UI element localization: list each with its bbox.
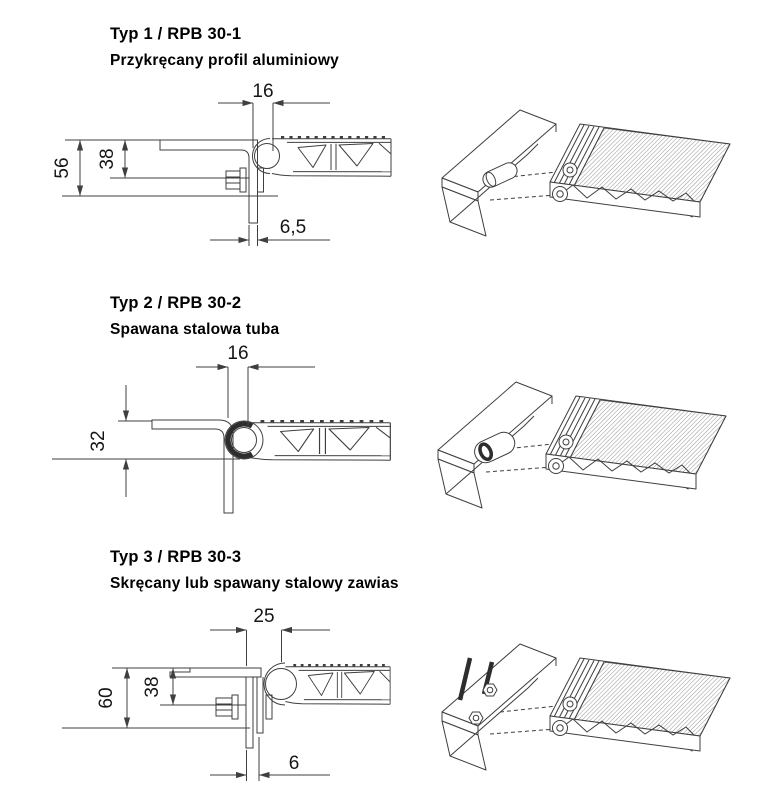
typ2-tube: [225, 421, 263, 459]
typ1-dim-bolt-height: 38: [97, 148, 118, 170]
typ2-angle-bracket: [152, 420, 233, 513]
typ3-cross-section-drawing: [62, 606, 390, 781]
typ2-title: Typ 2 / RPB 30-2: [110, 294, 242, 312]
typ1-bolt: [226, 168, 264, 192]
typ3-dim-total-height: 60: [96, 687, 117, 709]
typ1-dim-leg-thickness: 6,5: [279, 217, 307, 238]
typ2-dim-pin-offset: 16: [227, 343, 249, 364]
typ1-isometric-view: [442, 110, 730, 236]
typ3-isometric-view: [442, 644, 730, 770]
typ2-cross-section-drawing: [52, 343, 390, 513]
typ3-dim-leg-thickness: 6: [288, 753, 300, 774]
typ1-cross-section-drawing: [52, 81, 391, 246]
typ1-title: Typ 1 / RPB 30-1: [110, 25, 242, 43]
typ2-subtitle: Spawana stalowa tuba: [110, 321, 280, 338]
typ1-dim-pin-offset: 16: [252, 81, 274, 102]
typ3-dim-bolt-height: 38: [142, 676, 163, 698]
typ1-angle-bracket: [160, 140, 258, 223]
typ1-dim-total-height: 56: [52, 157, 73, 179]
typ3-title: Typ 3 / RPB 30-3: [110, 548, 242, 566]
typ3-dimensions: [62, 606, 330, 781]
typ2-dim-total-height: 32: [88, 430, 109, 452]
typ3-bolt: [216, 695, 272, 719]
typ1-dimensions: [52, 81, 330, 246]
typ3-dim-pin-offset: 25: [253, 606, 275, 627]
typ2-isometric-view: [438, 382, 726, 508]
typ3-subtitle: Skręcany lub spawany stalowy zawias: [110, 575, 399, 592]
typ1-subtitle: Przykręcany profil aluminiowy: [110, 52, 339, 69]
